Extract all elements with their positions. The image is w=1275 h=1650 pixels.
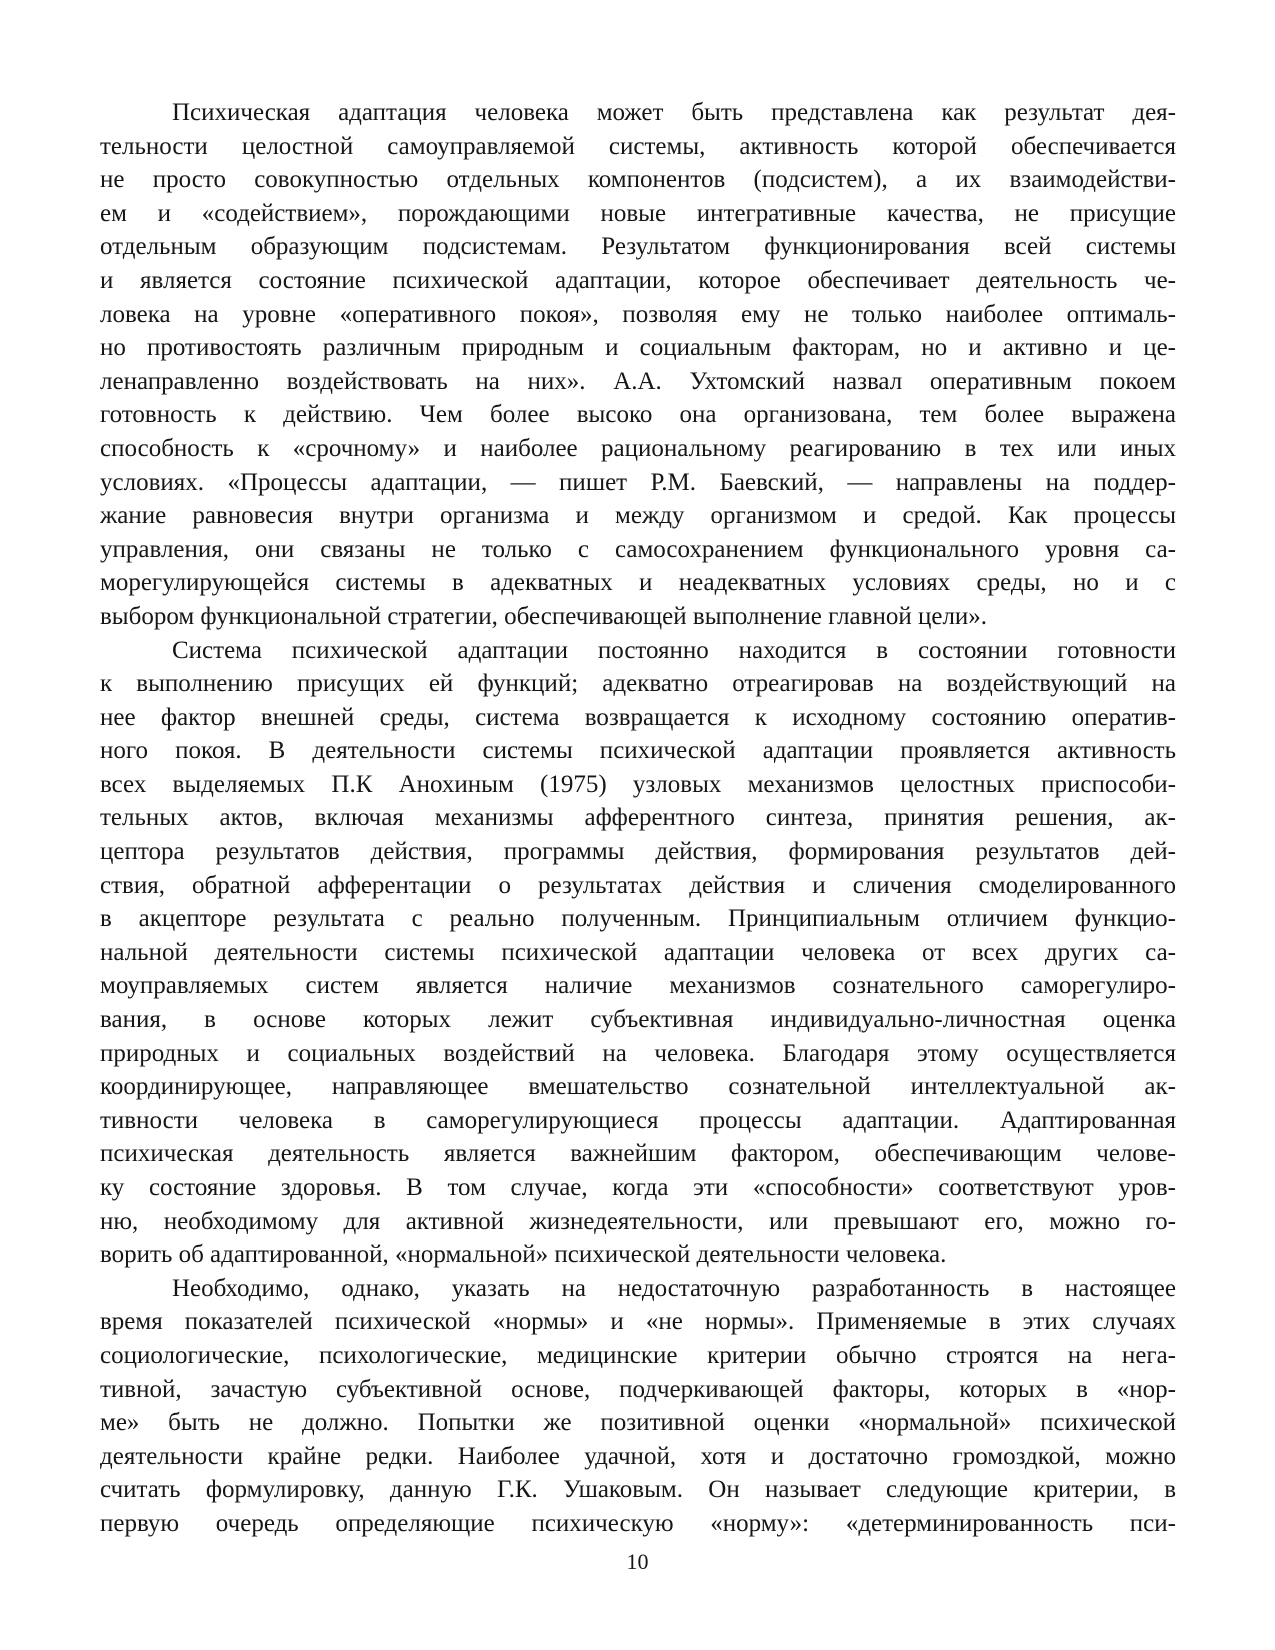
paragraph bbox=[100, 634, 1176, 1272]
text-line: к выполнению присущих ей функций; адекватно отреагировав на воздействующий на bbox=[100, 670, 1176, 698]
text-line: первую очередь определяющие психическую «норму»: «детерминированность пси- bbox=[100, 1509, 1176, 1537]
paragraph bbox=[100, 96, 1176, 634]
text-line: деятельности крайне редки. Наиболее удачной, хотя и достаточно громоздкой, можно bbox=[100, 1442, 1176, 1470]
text-line: ствия, обратной афферентации о результатах действия и сличения смоделированного bbox=[100, 871, 1176, 899]
text-line: тивной, зачастую субъективной основе, подчеркивающей факторы, которых в «нор- bbox=[100, 1375, 1176, 1403]
text-line: Необходимо, однако, указать на недостаточную разработанность в настоящее bbox=[172, 1274, 1176, 1302]
text-line: готовность к действию. Чем более высоко она организована, тем более выражена bbox=[100, 401, 1176, 429]
text-line: нее фактор внешней среды, система возвращается к исходному состоянию оператив- bbox=[100, 703, 1176, 731]
text-line: нальной деятельности системы психической адаптации человека от всех других са- bbox=[100, 938, 1176, 966]
text-line: тивности человека в саморегулирующиеся процессы адаптации. Адаптированная bbox=[100, 1106, 1176, 1134]
text-line: жание равновесия внутри организма и между организмом и средой. Как процессы bbox=[100, 502, 1176, 530]
text-line: тельных актов, включая механизмы афферентного синтеза, принятия решения, ак- bbox=[100, 804, 1176, 832]
text-line: Система психической адаптации постоянно находится в состоянии готовности bbox=[172, 636, 1176, 664]
text-line: морегулирующейся системы в адекватных и неадекватных условиях среды, но и с bbox=[100, 569, 1176, 597]
text-line: ленаправленно воздействовать на них». А.А. Ухтомский назвал оперативным покоем bbox=[100, 367, 1176, 395]
text-line: всех выделяемых П.К Анохиным (1975) узловых механизмов целостных приспособи- bbox=[100, 770, 1176, 798]
text-line: цептора результатов действия, программы действия, формирования результатов дей- bbox=[100, 838, 1176, 866]
text-line: тельности целостной самоуправляемой системы, активность которой обеспечивается bbox=[100, 132, 1176, 160]
text-line: отдельным образующим подсистемам. Результатом функционирования всей системы bbox=[100, 233, 1176, 261]
text-line: ем и «содействием», порождающими новые интегративные качества, не присущие bbox=[100, 199, 1176, 227]
text-line: время показателей психической «нормы» и «не нормы». Применяемые в этих случаях bbox=[100, 1308, 1176, 1336]
text-line: не просто совокупностью отдельных компонентов (подсистем), а их взаимодействи- bbox=[100, 166, 1176, 194]
text-line: и является состояние психической адаптации, которое обеспечивает деятельность че- bbox=[100, 266, 1176, 294]
page-footer bbox=[0, 1548, 1275, 1576]
text-line: Психическая адаптация человека может быть представлена как результат дея- bbox=[172, 99, 1176, 126]
text-line: выбором функциональной стратегии, обеспечивающей выполнение главной цели». bbox=[100, 602, 988, 630]
text-line: вания, в основе которых лежит субъективная индивидуально-личностная оценка bbox=[100, 1006, 1176, 1034]
text-line: в акцепторе результата с реально полученным. Принципиальным отличием функцио- bbox=[100, 905, 1176, 933]
text-line: считать формулировку, данную Г.К. Ушаковым. Он называет следующие критерии, в bbox=[100, 1476, 1176, 1504]
text-line: координирующее, направляющее вмешательство сознательной интеллектуальной ак- bbox=[100, 1073, 1176, 1101]
text-line: ме» быть не должно. Попытки же позитивной оценки «нормальной» психической bbox=[100, 1409, 1176, 1437]
page-number: 10 bbox=[626, 1549, 649, 1574]
text-line: моуправляемых систем является наличие механизмов сознательного саморегулиро- bbox=[100, 972, 1176, 1000]
text-line: социологические, психологические, медицинские критерии обычно строятся на нега- bbox=[100, 1341, 1176, 1369]
text-line: ворить об адаптированной, «нормальной» психической деятельности человека. bbox=[100, 1241, 947, 1269]
text-line: управления, они связаны не только с самосохранением функционального уровня са- bbox=[100, 535, 1176, 563]
text-line: но противостоять различным природным и социальным факторам, но и активно и це- bbox=[100, 334, 1176, 362]
paragraph bbox=[100, 1272, 1176, 1541]
text-line: условиях. «Процессы адаптации, — пишет Р.М. Баевский, — направлены на поддер- bbox=[100, 468, 1176, 496]
text-line: природных и социальных воздействий на человека. Благодаря этому осуществляется bbox=[100, 1039, 1176, 1067]
text-line: ку состояние здоровья. В том случае, когда эти «способности» соответствуют уров- bbox=[100, 1174, 1176, 1201]
page-body-text bbox=[100, 96, 1176, 1541]
text-line: ню, необходимому для активной жизнедеятельности, или превышают его, можно го- bbox=[100, 1207, 1176, 1235]
text-line: ловека на уровне «оперативного покоя», позволяя ему не только наиболее оптималь- bbox=[100, 300, 1176, 328]
text-line: психическая деятельность является важнейшим фактором, обеспечивающим челове- bbox=[100, 1140, 1176, 1168]
text-line: ного покоя. В деятельности системы психической адаптации проявляется активность bbox=[100, 737, 1176, 765]
text-line: способность к «срочному» и наиболее рациональному реагированию в тех или иных bbox=[100, 434, 1176, 462]
